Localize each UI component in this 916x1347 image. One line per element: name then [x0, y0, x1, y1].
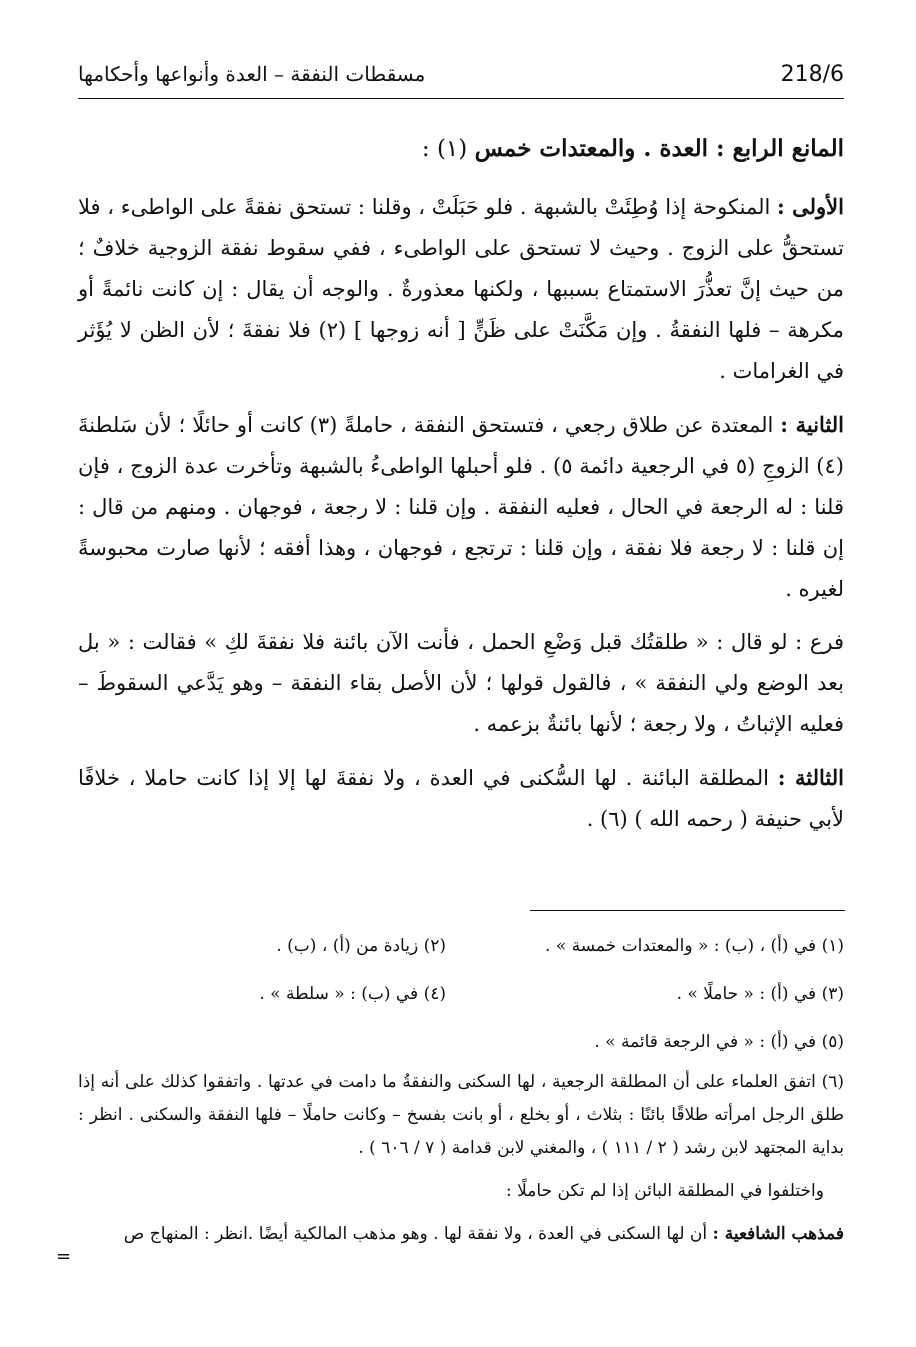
footnote-1: (١) في (أ) ، (ب) : « والمعتدات خمسة » .: [545, 936, 844, 956]
heading-footnote-ref: (١): [436, 136, 468, 162]
page-header: [78, 58, 844, 99]
footnote-4: (٤) في (ب) : « سلطة » .: [259, 984, 446, 1004]
paragraph-first: [78, 186, 844, 392]
footnote-3: (٣) في (أ) : « حاملًا » .: [676, 984, 844, 1004]
paragraph-branch: فرع : لو قال : « طلقتُك قبل وَضْعِ الحمل ، فأنت الآن بائنة فلا نفقةَ لكِ » فقالت : « بل بعد الوضع ولي النفقة » ، فالقول قولها ؛ لأن الأصل بقاء النفقة – وهو يَدَّعي السقوطَ – فعليه الإثباتُ ، ولا رجعة ؛ لأنها بائنةٌ بزعمه .: [78, 630, 844, 736]
paragraph-third-lead: الثالثة :: [777, 765, 844, 790]
section-heading: [78, 128, 844, 170]
paragraph-second: [78, 404, 844, 610]
paragraph-third-text: المطلقة البائنة . لها السُّكنى في العدة ، ولا نفقةَ لها إلا إذا كانت حاملا ، خلافًا لأبي حنيفة ( رحمه الله ) (٦) .: [78, 766, 844, 831]
paragraph-first-lead: الأولى :: [777, 194, 844, 219]
short-footnotes: [78, 930, 844, 1058]
footnote-2: (٢) زيادة من (أ) ، (ب) .: [276, 936, 446, 956]
continuation-mark: =: [56, 1246, 72, 1267]
footnote-6-continued: [78, 1218, 844, 1251]
footnote-6-sub: واختلفوا في المطلقة البائن إذا لم تكن حاملًا :: [506, 1181, 824, 1201]
page-number: 218/6: [780, 62, 844, 87]
footnote-divider: [530, 910, 845, 911]
footnotes: [78, 930, 844, 1251]
paragraph-second-lead: الثانية :: [780, 412, 845, 437]
running-title: مسقطات النفقة – العدة وأنواعها وأحكامها: [78, 62, 426, 86]
footnote-6: (٦) اتفق العلماء على أن المطلقة الرجعية ، لها السكنى والنفقةُ ما دامت في عدتها . واتفقوا كذلك على أنه إذا طلق الرجل امرأته طلاقًا بائنًا : بثلاث ، أو بخلع ، أو بانت بفسخ – وكانت حاملًا – فلها النفقة والسكنى . انظر : بداية المجتهد لابن رشد ( ٢ / ١١١ ) ، والمغني لابن قدامة ( ٧ / ٦٠٦ ) .: [78, 1072, 844, 1158]
main-text: [78, 128, 844, 852]
footnote-6-last-text: أن لها السكنى في العدة ، ولا نفقة لها . وهو مذهب المالكية أيضًا .انظر : المنهاج ص: [123, 1224, 713, 1244]
footnote-empty: [78, 1026, 446, 1058]
paragraph-second-text: المعتدة عن طلاق رجعي ، فتستحق النفقة ، حاملةً (٣) كانت أو حائلًا ؛ لأن سَلطنةَ (٤) الزوجِ (٥ في الرجعية دائمة ٥) . فلو أحبلها الواطىءُ بالشبهة وتأخرت عدة الزوج ، فإن قلنا : له الرجعة في الحال ، فعليه النفقة . وإن قلنا : لا رجعة ، فوجهان . ومنهم من قال : إن قلنا : لا رجعة فلا نفقة ، وإن قلنا : ترتجع ، فوجهان ، وهذا أفقه ؛ لأنها صارت محبوسةً لغيره .: [78, 413, 844, 601]
heading-text: المانع الرابع : العدة . والمعتدات خمس: [474, 135, 844, 162]
paragraph-first-text: المنكوحة إذا وُطِئَتْ بالشبهة . فلو حَبَلَتْ ، وقلنا : تستحق نفقةً على الواطىء ، فلا تستحقُّ على الزوج . وحيث لا تستحق على الواطىء ، ففي سقوط نفقة الزوجية خلافٌ ؛ من حيث إنَّ تعذُّرَ الاستمتاع بسببها ، ولكنها معذورةٌ . والوجه أن يقال : إن كانت نائمةً أو مكرهة – فلها النفقةُ . وإن مَكَّنَتْ على ظَنٍّ [ أنه زوجها ] (٢) فلا نفقةَ ؛ لأن الظن لا يُؤَثر في الغرامات .: [78, 195, 844, 383]
paragraph-third: [78, 757, 844, 840]
heading-tail: :: [421, 136, 437, 162]
footnote-5: (٥) في (أ) : « في الرجعة قائمة » .: [594, 1032, 844, 1052]
footnote-6-lead: فمذهب الشافعية :: [712, 1224, 844, 1244]
